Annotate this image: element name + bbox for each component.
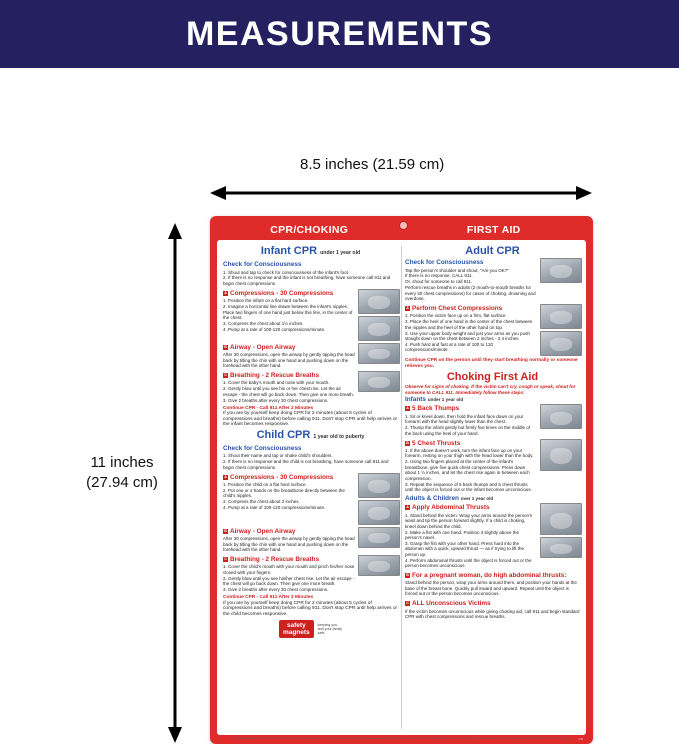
- infant-chest-thrusts-heading: [405, 440, 537, 448]
- infant-continue-body: If you are by yourself keep doing CPR for 2 minutes (about 5 cycles of compressions and breaths) before calling 911. Don't stop CPR until help arrives or the infant becomes responsive.: [223, 411, 398, 428]
- heading-text: 5 Back Thumps: [412, 405, 460, 413]
- brand-tagline: [318, 623, 342, 636]
- step: 4. Pump at a rate of 100-120 compressions/minute.: [223, 505, 326, 511]
- step: Stand behind the person, wrap your arms around them, and position your hands at the base of the breast bone. Quickly pull inward and upward. Repeat until the object is forced out or the person becomes unconscious.: [405, 580, 577, 597]
- photo-group: [540, 404, 580, 436]
- infants-choking-label: Infants: [405, 395, 426, 403]
- poster-version-code: v.03: [578, 738, 583, 741]
- adult-compression-photo: [540, 331, 582, 356]
- step: 1. Cover the child's mouth with your mouth and pinch his/her nose closed with your fingers.: [223, 564, 355, 575]
- photo-group: [540, 503, 580, 569]
- brand-name2: magnets: [282, 629, 310, 637]
- infant-back-thump-photo: [540, 404, 582, 429]
- badge-a: A: [406, 505, 409, 510]
- infant-airway-block: [223, 343, 398, 369]
- step: Or, shout for someone to call 911.: [405, 279, 473, 285]
- heading-text: For a pregnant woman, do high abdominal thrusts:: [412, 571, 567, 579]
- step: 1. Sit or kneel down, then hold the infant face down on your forearm with the head slightly lower than the chest.: [405, 413, 524, 425]
- adults-children-label: Adults & Children: [405, 494, 459, 502]
- step: 3. Give 2 breaths after every 30 chest compressions.: [223, 587, 329, 592]
- child-airway-heading: [223, 528, 355, 536]
- infants-choking-age: under 1 year old: [427, 396, 464, 402]
- child-compression-photo: [358, 500, 400, 525]
- heading-text: Apply Abdominal Thrusts: [412, 504, 490, 512]
- step: 4. Push hard and fast at a rate of 100 to 120 compressions/minute.: [405, 341, 494, 353]
- step: 1. Position the victim face up on a firm, flat surface.: [405, 313, 507, 319]
- height-dimension-line2: (27.94 cm): [86, 474, 158, 491]
- infant-airway-photo: [358, 343, 400, 364]
- infant-chest-thrust-photo: [540, 439, 582, 471]
- infant-breathing-heading: [223, 372, 355, 380]
- child-compressions-block: [223, 473, 398, 525]
- infant-breathing-photo: [358, 371, 400, 392]
- brand-logo-mark: [279, 620, 314, 638]
- photo-group: [358, 473, 398, 525]
- pregnant-thrusts-heading: [405, 572, 580, 580]
- child-airway-block: [223, 527, 398, 553]
- infant-compressions-heading: [223, 290, 355, 298]
- brand-logo: [223, 620, 398, 638]
- poster-fineprint: Information contained on this magnet is for reference only and is not a substitute for professional medical training. Safety Magnets assumes no liability for use or misuse of this information. Guidelines based on American Heart Association standards. Consult a certified CPR/First Aid instructor for full training.: [232, 737, 571, 740]
- adult-consciousness-heading: Check for Consciousness: [405, 259, 484, 266]
- heading-text: 5 Chest Thrusts: [412, 439, 461, 447]
- child-continue-title: Continue CPR - Call 911 After 2 Minutes: [223, 594, 314, 600]
- step: After 30 compressions, open the airway by gently tipping the head back by tilting the chin with one hand and pushing down on the forehead with the other hand.: [223, 536, 355, 552]
- badge-a: A: [224, 474, 227, 479]
- infant-cpr-age: under 1 year old: [320, 250, 361, 256]
- infant-continue-title: Continue CPR - Call 911 After 2 Minutes: [223, 405, 314, 411]
- infant-consciousness-heading: Check for Consciousness: [223, 261, 302, 268]
- child-consciousness-heading: Check for Consciousness: [223, 444, 302, 452]
- badge-c: C: [224, 372, 227, 377]
- step: 1. Shout their name and tap or shake child's shoulders.: [223, 453, 333, 459]
- heading-text: Airway - Open Airway: [230, 527, 296, 535]
- heading-text: ALL Unconscious Victims: [412, 600, 491, 608]
- heading-text: Breathing - 2 Rescue Breaths: [230, 555, 320, 563]
- step: 3. Compress the chest about 2 inches.: [223, 499, 300, 505]
- badge-a: A: [406, 406, 409, 411]
- badge-b: B: [224, 344, 227, 349]
- photo-group: [540, 439, 580, 493]
- photo-group: [358, 289, 398, 341]
- badge-b: B: [406, 440, 409, 445]
- child-cpr-age: 1 year old to puberty: [313, 433, 365, 440]
- step: Tap the person's shoulder and shout, "Are you OK?": [405, 267, 509, 273]
- infant-back-thumps-heading: [405, 405, 537, 413]
- child-breathing-heading: [223, 556, 355, 564]
- poster-header-left: CPR/CHOKING: [270, 223, 349, 236]
- badge-b: B: [224, 528, 227, 533]
- heading-text: Compressions - 30 Compressions: [230, 473, 334, 481]
- adult-continue-note: Continue CPR on the person until they start breathing normally or someone relieves you.: [405, 357, 578, 369]
- adult-consciousness-block: [405, 258, 580, 302]
- step: 4. Pump at a rate of 100-120 compressions/minute.: [223, 326, 326, 332]
- step: 1. Shout and tap to check for consciousness of the infant's foot.: [223, 269, 350, 275]
- adult-consciousness-photo: [540, 258, 582, 283]
- infant-cpr-title: [223, 245, 398, 259]
- badge-c: C: [224, 556, 227, 561]
- step: 2. Place the heel of one hand in the center of the chest between the nipples and the heel of the other hand on top.: [405, 319, 533, 330]
- poster-body: [217, 240, 586, 735]
- step: 3. Repeat the sequence of 5 back thumps and 5 chest thrusts until the object is forced out or the infant becomes unconscious.: [405, 481, 532, 492]
- unconscious-victims-block: [405, 599, 580, 620]
- heading-text: Airway - Open Airway: [230, 343, 296, 351]
- adult-cpr-title: Adult CPR: [465, 245, 520, 257]
- step: If there is no response, CALL 911.: [405, 273, 473, 279]
- child-compression-photo: [358, 473, 400, 498]
- photo-group: [358, 555, 398, 593]
- step: 2. Imagine a horizontal line drawn between the infant's nipples. Place two fingers of one hand just below this line, in the center of the chest.: [223, 304, 353, 320]
- step: 1. Position the infant on a flat hard surface.: [223, 298, 309, 304]
- photo-group: [540, 258, 580, 302]
- brand-tagline-line1: keeping you: [317, 622, 338, 627]
- unconscious-victims-heading: [405, 600, 580, 608]
- step: 3. Use your upper body weight and just your arms as you push straight down on the chest between 2 inches - 2.4 inches.: [405, 330, 530, 342]
- child-continue-body: If you are by yourself keep doing CPR for 2 minutes (about 5 cycles of compressions and breaths) before calling 911. Don't stop CPR until help arrives or the child becomes responsive.: [223, 600, 398, 617]
- photo-group: [358, 527, 398, 553]
- adult-compression-photo: [540, 304, 582, 329]
- child-breathing-block: [223, 555, 398, 593]
- right-column: [402, 244, 583, 731]
- step: If the victim becomes unconscious while giving choking aid, call 911 and begin standard CPR with chest compressions and rescue breaths.: [405, 608, 580, 619]
- step: 2. Gently blow until you see his or her chest rise. Let the air escape - the chest will go back down. Then give one more breath.: [223, 386, 354, 397]
- child-cpr-title: [223, 429, 398, 443]
- infant-breathing-block: [223, 371, 398, 404]
- step: 2. Thump the infant gently but firmly five times on the middle of the back using the heel of your hand.: [405, 425, 530, 436]
- adult-compressions-heading: [405, 305, 537, 313]
- infant-continue-note: [223, 406, 398, 428]
- infant-airway-heading: [223, 344, 355, 352]
- abdominal-thrust-photo: [540, 537, 582, 558]
- step: 2. Make a fist with one hand. Position it slightly above the person's navel.: [405, 529, 520, 540]
- photo-group: [358, 343, 398, 369]
- infant-compression-photo: [358, 316, 400, 341]
- brand-tagline-line3: safe: [317, 631, 325, 636]
- brand-tagline-line2: and your family: [317, 627, 343, 632]
- child-compressions-heading: [223, 474, 355, 482]
- photo-group: [358, 371, 398, 404]
- step: 1. Stand behind the victim. Wrap your arms around the person's waist and tip the person forward slightly. If a child is choking, kneel down behind the child.: [405, 512, 533, 529]
- step: 2. Gently blow until you see his/her chest rise. Let the air escape - the chest will go back down. Then give one more breath.: [223, 575, 355, 587]
- hang-hole-icon: [399, 221, 408, 230]
- badge-a: A: [224, 290, 227, 295]
- badge-a: A: [406, 305, 409, 310]
- child-cpr-title-text: Child CPR: [256, 428, 311, 441]
- child-breathing-photo: [358, 555, 400, 576]
- step: 2. Using two fingers placed at the center of the infant's breastbone, give five quick chest compressions. Press down about 1 ½ inches, and let the chest rise again in between each compression.: [405, 459, 530, 481]
- adults-children-choking-heading: [405, 495, 580, 503]
- width-dimension-arrow: [210, 186, 592, 200]
- adult-compressions-block: [405, 304, 580, 356]
- step: 3. Grasp the fist with your other hand. Press hard into the abdomen with a quick, upward thrust — as if trying to lift the person up.: [405, 540, 525, 557]
- step: 2. Put one or 2 hands on the breastbone directly between the child's nipples.: [223, 488, 345, 499]
- abdominal-thrusts-block: [405, 503, 580, 569]
- brand-name: safety: [286, 622, 306, 630]
- child-consciousness-block: [223, 444, 398, 471]
- heading-text: Perform Chest Compressions: [412, 304, 503, 312]
- step: 1. Position the child on a flat hard surface.: [223, 482, 307, 488]
- step: 2. If there is no response and the infant is not breathing, have someone call 911 and begin chest compressions.: [223, 275, 391, 286]
- abdominal-thrusts-heading: [405, 504, 537, 512]
- infant-compressions-block: [223, 289, 398, 341]
- poster-header-right: FIRST AID: [466, 223, 521, 236]
- measurement-stage: [0, 68, 679, 741]
- step: 1. If the above doesn't work, turn the infant face up on your forearm, resting on your thigh with the head lower than the body.: [405, 448, 534, 459]
- infants-choking-heading: [405, 396, 580, 404]
- heading-text: Compressions - 30 Compressions: [230, 289, 334, 297]
- width-dimension-label: 8.5 inches (21.59 cm): [300, 156, 445, 173]
- step: 2. If there is no response and the child is not breathing, have someone call 911 and begin chest compressions.: [223, 459, 389, 470]
- adults-children-age: over 1 year old: [460, 495, 494, 501]
- child-continue-note: [223, 595, 398, 617]
- height-dimension-line1: 11 inches: [90, 454, 154, 471]
- page-title: MEASUREMENTS: [185, 14, 494, 53]
- step: 3. Compress the chest about 1½ inches.: [223, 320, 304, 326]
- header-band: [0, 0, 679, 68]
- badge-b: B: [406, 572, 409, 577]
- infant-consciousness-block: [223, 260, 398, 287]
- heading-text: Breathing - 2 Rescue Breaths: [230, 371, 320, 379]
- choking-first-aid-title: Choking First Aid: [446, 371, 539, 384]
- step: 1. Cover the baby's mouth and nose with your mouth.: [223, 380, 330, 386]
- height-dimension-label: [62, 453, 182, 493]
- abdominal-thrust-photo: [540, 503, 582, 535]
- poster: [210, 216, 593, 744]
- left-column: [220, 244, 401, 731]
- infant-cpr-title-text: Infant CPR: [260, 245, 318, 257]
- step: 4. Perform abdominal thrusts until the object is forced out or the person becomes unconscious.: [405, 557, 532, 568]
- infant-chest-thrusts-block: [405, 439, 580, 493]
- step: After 30 compressions, open the airway by gently tipping the head back by tilting the chin with one hand and pushing down on the forehead with the other hand.: [223, 352, 355, 369]
- infant-back-thumps-block: [405, 404, 580, 436]
- step: Perform rescue breaths in adults (2 mouth-to-mouth breaths for every 30 chest compressions) for cases of choking, drowning and overdose.: [405, 285, 536, 302]
- step: 3. Give 2 breaths after every 30 chest compressions.: [223, 397, 329, 403]
- choking-intro: Observe for signs of choking. If the victim can't cry, cough or speak, shout for someone to CALL 911. Immediately follow these steps:: [405, 384, 576, 395]
- pregnant-thrusts-block: [405, 571, 580, 597]
- photo-group: [540, 304, 580, 356]
- child-airway-photo: [358, 527, 400, 548]
- badge-c: C: [406, 601, 409, 606]
- infant-compression-photo: [358, 289, 400, 314]
- height-dimension-arrow: [168, 223, 182, 743]
